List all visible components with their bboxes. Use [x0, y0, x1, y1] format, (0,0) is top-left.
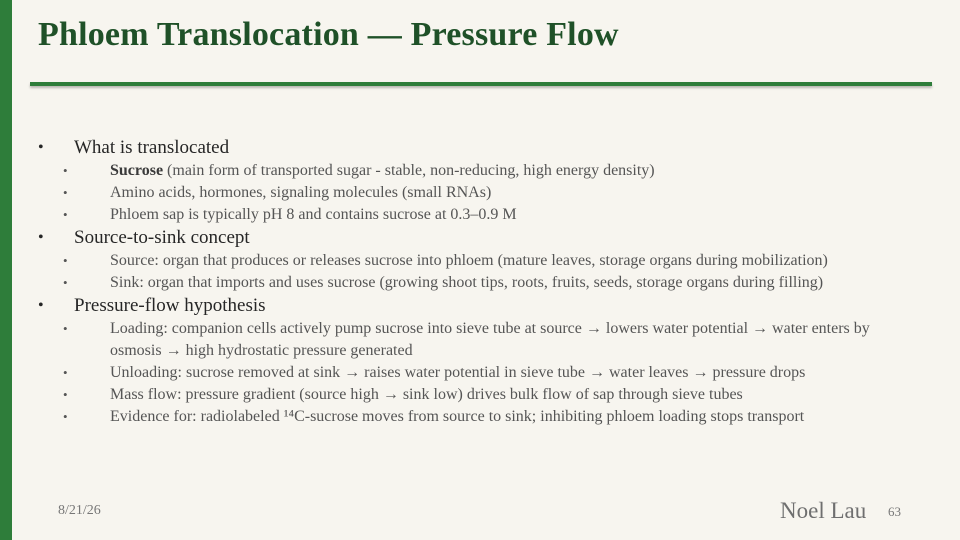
list-item: [0, 182, 960, 204]
list-item: [0, 204, 960, 226]
title-divider: [30, 82, 932, 86]
bullet-icon: •: [38, 139, 44, 156]
section-heading-what-is-translocated: [0, 136, 960, 160]
list-item-text: (main form of transported sugar - stable, non-reducing, high energy density): [163, 162, 655, 179]
bullet-icon: •: [63, 387, 68, 402]
slide-author: Noel Lau: [780, 498, 867, 523]
section-heading-text: Source-to-sink concept: [74, 227, 250, 248]
list-item-bold-term: Sucrose: [110, 162, 164, 179]
list-item-text: Evidence for: radiolabeled ¹⁴C-sucrose moves from source to sink; inhibiting phloem loading stops transport: [110, 408, 805, 425]
bullet-icon: •: [63, 207, 68, 222]
list-item-text: Sink: organ that imports and uses sucrose (growing shoot tips, roots, fruits, seeds, storage organs during filling): [110, 274, 824, 291]
list-item: [0, 406, 960, 428]
slide-date: 8/21/26: [58, 503, 101, 518]
section-heading-pressure-flow: [0, 294, 960, 318]
bullet-icon: •: [63, 185, 68, 200]
list-item: [0, 318, 930, 362]
section-heading-text: Pressure-flow hypothesis: [74, 295, 266, 316]
bullet-icon: •: [63, 365, 68, 380]
page-number: 63: [888, 504, 901, 519]
list-item: [0, 272, 960, 294]
bullet-icon: •: [63, 275, 68, 290]
bullet-icon: •: [63, 409, 68, 424]
bullet-icon: •: [63, 321, 68, 336]
list-item: [0, 250, 960, 272]
slide-body: [0, 136, 960, 428]
list-item-text: Unloading: sucrose removed at sink → raises water potential in sieve tube → water leaves → pressure drops: [110, 364, 806, 381]
bullet-icon: •: [38, 297, 44, 314]
list-item: [0, 160, 960, 182]
list-item-text: Loading: companion cells actively pump sucrose into sieve tube at source → lowers water potential → water enters by osmosis → high hydrostatic pressure generated: [110, 320, 870, 359]
slide-title: Phloem Translocation — Pressure Flow: [38, 16, 619, 53]
bullet-icon: •: [38, 229, 44, 246]
list-item-text: Source: organ that produces or releases sucrose into phloem (mature leaves, storage organs during mobilization): [110, 252, 828, 269]
list-item: [0, 384, 960, 406]
list-item-text: Phloem sap is typically pH 8 and contains sucrose at 0.3–0.9 M: [110, 206, 517, 223]
section-heading-text: What is translocated: [74, 137, 230, 158]
list-item: [0, 362, 960, 384]
section-heading-source-to-sink: [0, 226, 960, 250]
list-item-text: Mass flow: pressure gradient (source high → sink low) drives bulk flow of sap through sieve tubes: [110, 386, 743, 403]
list-item-text: Amino acids, hormones, signaling molecules (small RNAs): [110, 184, 492, 201]
bullet-icon: •: [63, 163, 68, 178]
bullet-icon: •: [63, 253, 68, 268]
